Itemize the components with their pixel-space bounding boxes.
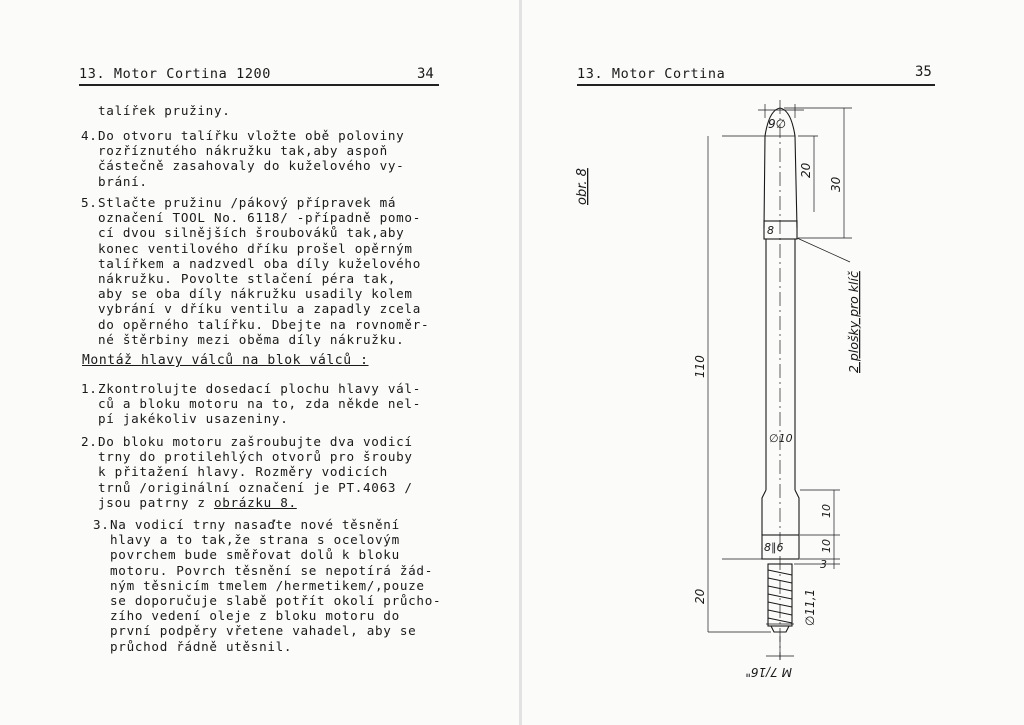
header-underline [79, 84, 439, 86]
figure-label: obr. 8 [575, 168, 590, 205]
item-line: aby se oba díly nákružku usadily kolem [98, 286, 413, 302]
leader-line [797, 238, 850, 262]
right-page [522, 0, 1024, 725]
step-line: Do bloku motoru zašroubujte dva vodicí [98, 434, 413, 449]
dim-hex-length: 10 [820, 539, 833, 553]
step-line: trnů /originální označení je PT.4063 / [98, 479, 413, 495]
dim-shaft-diameter: ∅10 [769, 432, 793, 445]
item-line: nákružku. Povolte stlačení péra tak, [98, 271, 397, 287]
step-line: povrchem bude směřovat dolů k bloku [110, 547, 400, 563]
dim-top-diameter: 9∅ [768, 117, 787, 131]
instruction-item-5 [81, 195, 430, 347]
page-number: 34 [417, 66, 434, 82]
page-header-title: 13. Motor Cortina 1200 [79, 66, 272, 82]
step-line: zího vedení oleje z bloku motoru do [110, 608, 400, 624]
item-line: konec ventilového dříku prošel opěrným [98, 240, 413, 256]
step-line: se doporučuje slabě potřít okolí průcho- [110, 593, 442, 609]
item-line: brání. [98, 173, 148, 189]
step-3 [93, 517, 442, 654]
item-line: talířkem a nadzvedl oba díly kuželového [98, 255, 422, 271]
dim-tip-length: 20 [799, 162, 813, 178]
step-line: trny do protilehlých otvorů pro šrouby [98, 449, 413, 465]
pin-tip-outline [764, 136, 765, 228]
item-line: rozříznutého nákružku tak,aby aspoň [98, 143, 388, 159]
item-line: Stlačte pružinu /pákový přípravek má [98, 195, 397, 210]
item-line: označení TOOL No. 6118/ -případně pomo- [98, 210, 422, 226]
dim-shoulder-gap: 3 [820, 558, 827, 571]
figure-reference-link: obrázku 8. [213, 494, 297, 510]
step-line: první podpěry vřetene vahadel, aby se [110, 623, 417, 639]
step-number: 2. [81, 434, 98, 449]
dim-thread-length: 20 [693, 588, 707, 604]
dim-overall-length: 110 [693, 355, 707, 378]
dim-hex-size: 8∥6 [764, 541, 784, 554]
step-line: průchod řádně utěsnil. [110, 638, 293, 654]
step-line: hlavy a to tak,že strana s ocelovým [110, 532, 400, 548]
item-line: částečně zasahovaly do kuželového vy- [98, 158, 405, 174]
item-line: Do otvoru talířku vložte obě poloviny [98, 128, 405, 143]
dim-flats-position: 30 [829, 176, 843, 192]
item-line: cí dvou silnějších šroubováků tak,aby [98, 225, 405, 241]
step-line: motoru. Povrch těsnění se nepotírá žád- [110, 562, 434, 578]
dim-collar-length: 10 [820, 504, 833, 518]
dim-thread-spec: M 7/16" [745, 665, 792, 679]
step-line: Zkontrolujte dosedací plochu hlavy vál- [98, 381, 422, 396]
step-2 [81, 434, 413, 510]
step-line: ným těsnicím tmelem /hermetikem/,pouze [110, 577, 425, 593]
item-line: vybrání v dříku ventilu a zapadly zcela [98, 301, 422, 317]
step-number: 3. [93, 517, 110, 532]
step-line: ců a bloku motoru na to, zda někde nel- [98, 396, 422, 412]
step-line: k přitažení hlavy. Rozměry vodicích [98, 464, 388, 480]
item-line: do opěrného talířku. Dbejte na rovnoměr- [98, 316, 430, 332]
page-header-title: 13. Motor Cortina [577, 66, 726, 82]
flats-note: 2 plošky pro klíč [846, 271, 861, 373]
step-line: Na vodicí trny nasaďte nové těsnění [110, 517, 400, 532]
step-1 [81, 381, 422, 427]
item-line: né štěrbiny mezi oběma díly nákružku. [98, 331, 405, 347]
instruction-item-4 [81, 128, 405, 189]
section-heading: Montáž hlavy válců na blok válců : [82, 353, 369, 368]
continuation-text: talířek pružiny. [98, 103, 231, 118]
dim-flats-width: 8 [767, 224, 774, 237]
step-line-text: jsou patrny z [98, 494, 214, 510]
step-number: 1. [81, 381, 98, 396]
item-number: 5. [81, 195, 98, 210]
page-number: 35 [915, 64, 932, 80]
dim-thread-diameter: ∅11,1 [803, 588, 817, 626]
step-line: pí jakékoliv usazeniny. [98, 411, 289, 427]
pin-collar-outline [762, 490, 799, 535]
item-number: 4. [81, 128, 98, 143]
step-line [98, 495, 413, 510]
guide-pin-technical-drawing [522, 0, 1024, 725]
